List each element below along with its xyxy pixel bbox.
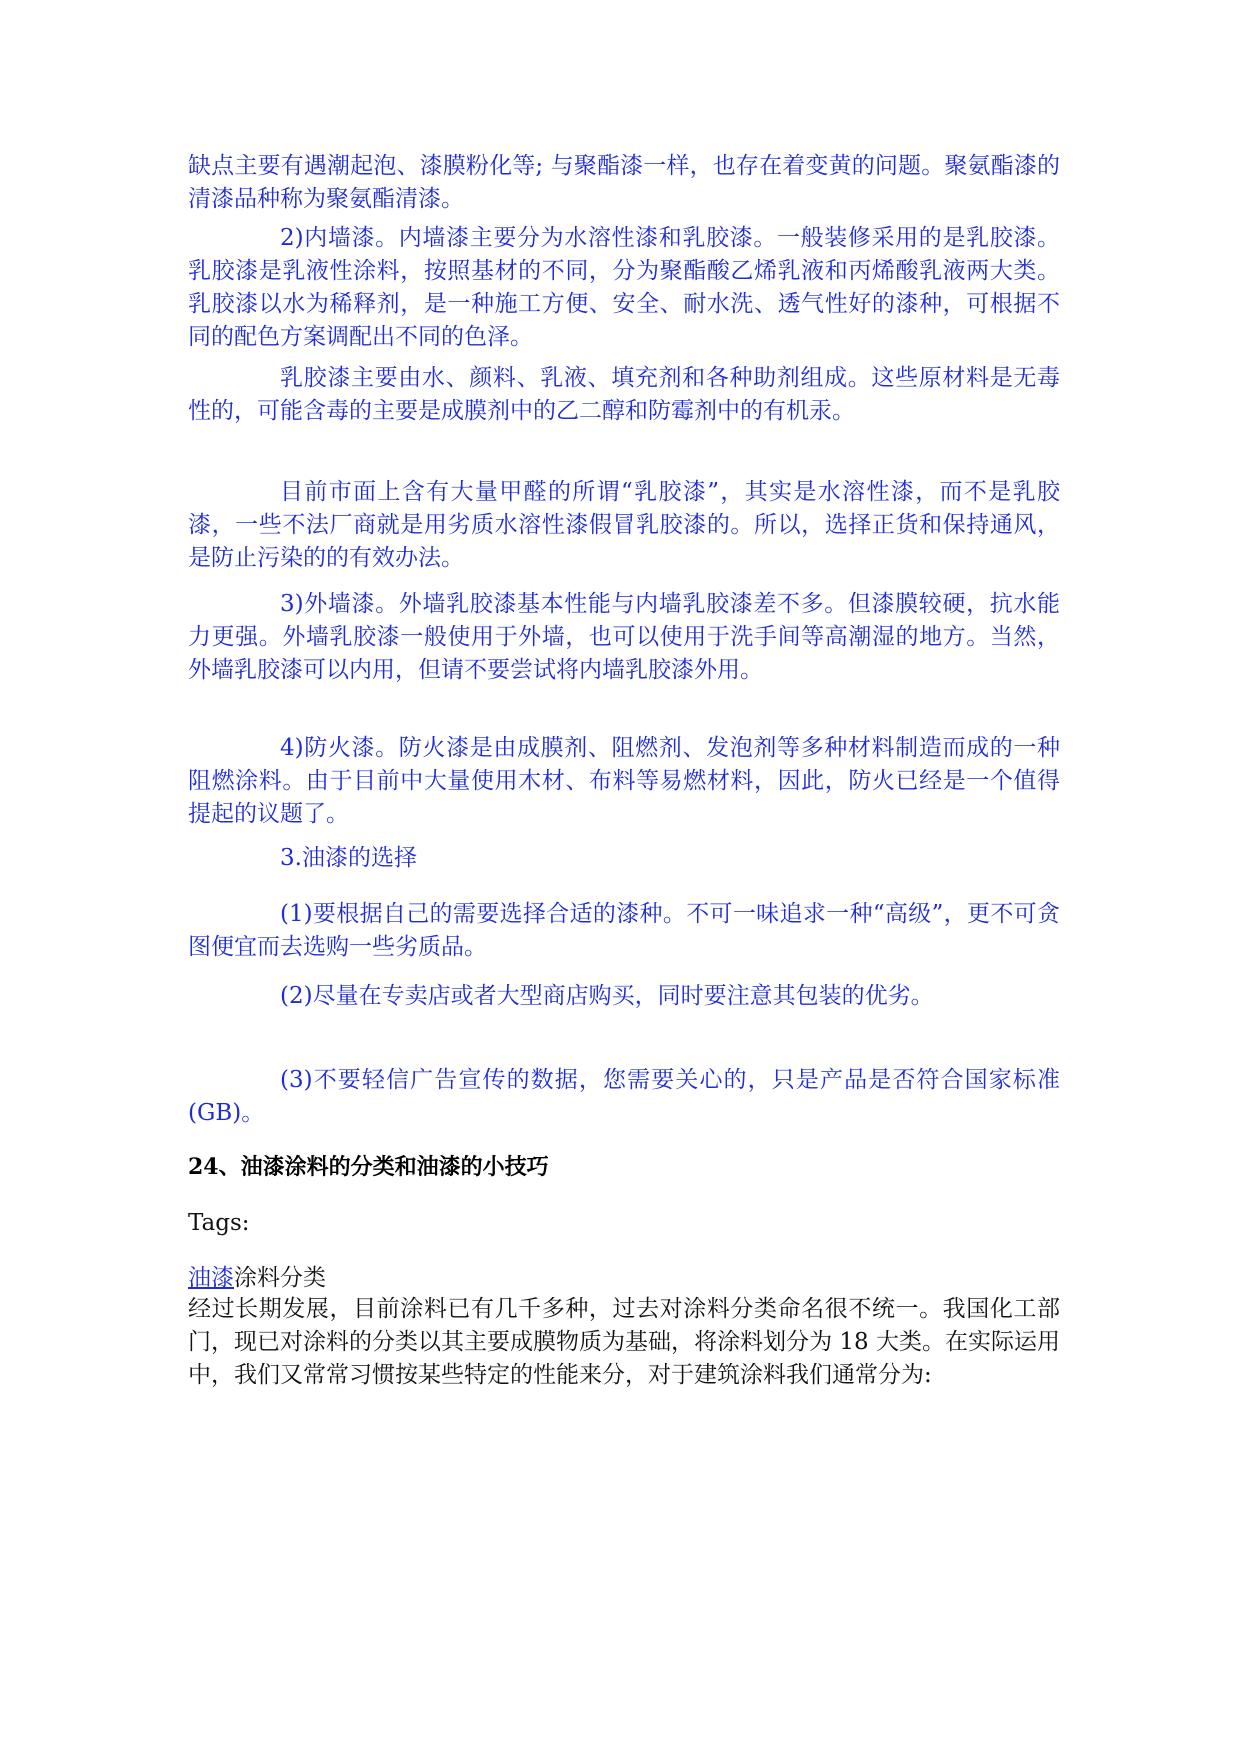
section-heading: 24、油漆涂料的分类和油漆的小技巧 bbox=[188, 1154, 549, 1180]
paragraph-interior-paint: 2)内墙漆。内墙漆主要分为水溶性漆和乳胶漆。一般装修采用的是乳胶漆。乳胶漆是乳液性涂料，按照基材的不同，分为聚酯酸乙烯乳液和丙烯酸乳液两大类。乳胶漆以水为稀释剂，是一种施工方便、安全、耐水洗、透气性好的漆种，可根据不同的配色方案调配出不同的色泽。 bbox=[188, 225, 1060, 350]
paint-link[interactable]: 油漆 bbox=[188, 1265, 234, 1291]
paragraph-selection-tip-2: (2)尽量在专卖店或者大型商店购买，同时要注意其包装的优劣。 bbox=[280, 983, 934, 1009]
paragraph-fake-latex-warning: 目前市面上含有大量甲醛的所谓“乳胶漆”，其实是水溶性漆，而不是乳胶漆，一些不法厂商就是用劣质水溶性漆假冒乳胶漆的。所以，选择正货和保持通风，是防止污染的的有效办法。 bbox=[188, 479, 1060, 571]
paragraph-latex-composition: 乳胶漆主要由水、颜料、乳液、填充剂和各种助剂组成。这些原材料是无毒性的，可能含毒的主要是成膜剂中的乙二醇和防霉剂中的有机汞。 bbox=[188, 365, 1060, 424]
paragraph-polyurethane-drawbacks: 缺点主要有遇潮起泡、漆膜粉化等; 与聚酯漆一样，也存在着变黄的问题。聚氨酯漆的清漆品种称为聚氨酯清漆。 bbox=[188, 153, 1060, 212]
paragraph-paint-selection-title: 3.油漆的选择 bbox=[280, 845, 417, 871]
section-subtitle bbox=[188, 1262, 1060, 1295]
paragraph-exterior-paint: 3)外墙漆。外墙乳胶漆基本性能与内墙乳胶漆差不多。但漆膜较硬，抗水能力更强。外墙乳胶漆一般使用于外墙，也可以使用于洗手间等高潮湿的地方。当然，外墙乳胶漆可以内用，但请不要尝试将内墙乳胶漆外用。 bbox=[188, 591, 1060, 683]
paragraph-selection-tip-3: (3)不要轻信广告宣传的数据，您需要关心的，只是产品是否符合国家标准(GB)。 bbox=[188, 1067, 1060, 1126]
paragraph-selection-tip-1: (1)要根据自己的需要选择合适的漆种。不可一味追求一种“高级”，更不可贪图便宜而去选购一些劣质品。 bbox=[188, 901, 1060, 960]
tags-label: Tags: bbox=[188, 1210, 250, 1236]
subtitle-rest: 涂料分类 bbox=[234, 1265, 326, 1291]
paragraph-fireproof-paint: 4)防火漆。防火漆是由成膜剂、阻燃剂、发泡剂等多种材料制造而成的一种阻燃涂料。由于目前中大量使用木材、布料等易燃材料，因此，防火已经是一个值得提起的议题了。 bbox=[188, 735, 1060, 827]
paragraph-coating-classification: 经过长期发展，目前涂料已有几千多种，过去对涂料分类命名很不统一。我国化工部门，现已对涂料的分类以其主要成膜物质为基础，将涂料划分为 18 大类。在实际运用中，我们又常常习惯按某些特定的性能来分，对于建筑涂料我们通常分为: bbox=[188, 1296, 1060, 1388]
